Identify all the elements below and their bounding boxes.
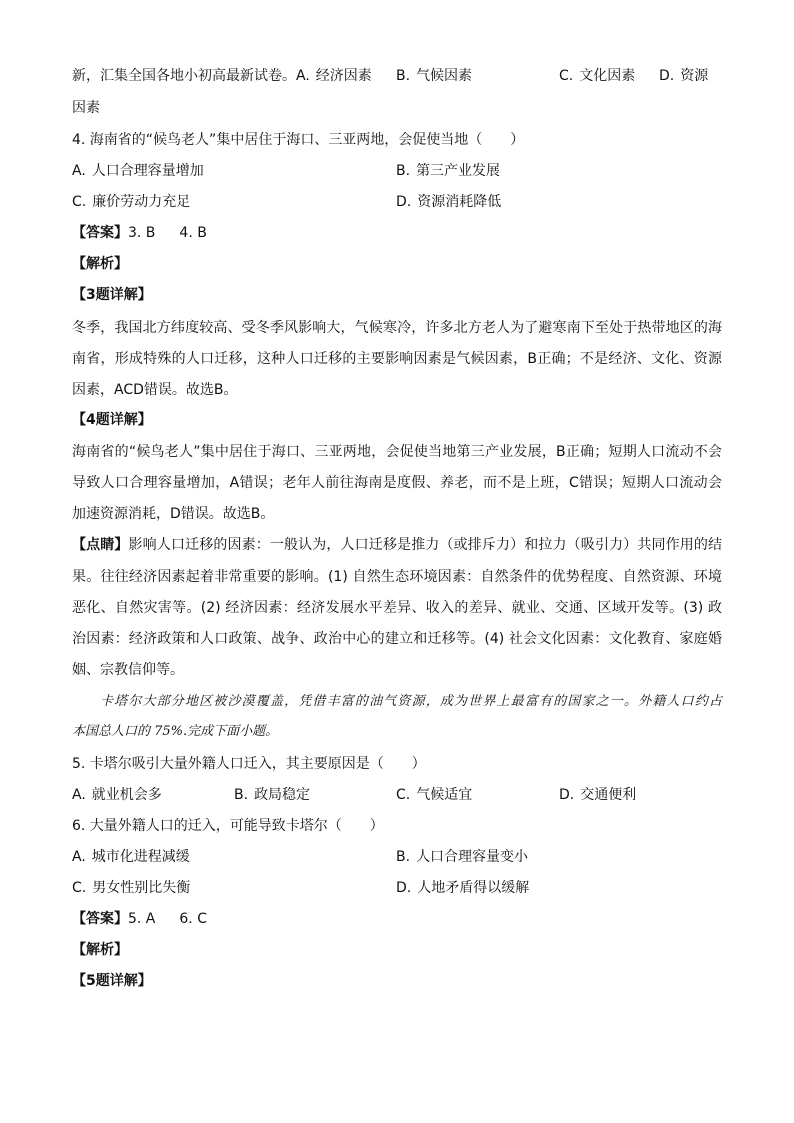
passage-line: 本国总人口的 75%.完成下面小题。 <box>72 724 279 739</box>
detail-4-line: 海南省的“候鸟老人”集中居住于海口、三亚两地，会促使当地第三产业发展，B正确；短期人口流动不会 <box>72 444 722 460</box>
analysis-heading-2: 【解析】 <box>72 942 128 958</box>
q4-option-d: D. 资源消耗降低 <box>396 194 502 210</box>
tip-tag: 【点睛】 <box>72 537 129 553</box>
detail-4-heading: 【4题详解】 <box>72 412 152 428</box>
answer-tag: 【答案】 <box>72 225 128 241</box>
detail-3-heading: 【3题详解】 <box>72 287 152 303</box>
answer-5: 5. A <box>128 911 156 927</box>
q6-option-c: C. 男女性别比失衡 <box>72 880 191 896</box>
answer-line-1 <box>72 223 722 243</box>
prev-option-c: C. 文化因素 <box>559 68 636 84</box>
q6-option-d: D. 人地矛盾得以缓解 <box>396 880 530 896</box>
tip-line: 果。往往经济因素起着非常重要的影响。(1) 自然生态环境因素：自然条件的优势程度、自然资源、环境 <box>72 569 722 585</box>
tip-line: 治因素：经济政策和人口政策、战争、政治中心的建立和迁移等。(4) 社会文化因素：文化教育、家庭婚 <box>72 631 722 647</box>
analysis-heading-1: 【解析】 <box>72 256 128 272</box>
q6-option-b: B. 人口合理容量变小 <box>396 849 529 865</box>
q5-option-d: D. 交通便利 <box>559 787 637 803</box>
q4-option-b: B. 第三产业发展 <box>396 163 501 179</box>
passage-line: 卡塔尔大部分地区被沙漠覆盖，凭借丰富的油气资源，成为世界上最富有的国家之一。外籍人口约占 <box>100 694 722 709</box>
q6-stem: 6. 大量外籍人口的迁入，可能导致卡塔尔（ ） <box>72 818 384 834</box>
detail-4-line: 加速资源消耗，D错误。故选B。 <box>72 506 275 522</box>
detail-3-line: 冬季，我国北方纬度较高、受冬季风影响大，气候寒冷，许多北方老人为了避寒南下至处于热带地区的海 <box>72 320 722 336</box>
tip-line: 姻、宗教信仰等。 <box>72 662 184 678</box>
prev-question-line <box>72 66 722 86</box>
answer-6: 6. C <box>179 911 207 927</box>
prev-question-text: 新，汇集全国各地小初高最新试卷。 <box>72 68 296 84</box>
q5-option-a: A. 就业机会多 <box>72 787 162 803</box>
q4-option-c: C. 廉价劳动力充足 <box>72 194 191 210</box>
answer-4: 4. B <box>179 225 207 241</box>
q4-stem: 4. 海南省的“候鸟老人”集中居住于海口、三亚两地，会促使当地（ ） <box>72 132 525 148</box>
q6-option-a: A. 城市化进程减缓 <box>72 849 190 865</box>
prev-option-b: B. 气候因素 <box>396 68 473 84</box>
prev-option-a: A. 经济因素 <box>296 68 372 84</box>
q5-option-c: C. 气候适宜 <box>396 787 473 803</box>
tip-line: 恶化、自然灾害等。(2) 经济因素：经济发展水平差异、收入的差异、就业、交通、区域开发等。(3) 政 <box>72 600 722 616</box>
q5-option-b: B. 政局稳定 <box>234 787 311 803</box>
answer-tag: 【答案】 <box>72 911 128 927</box>
detail-3-line: 因素，ACD错误。故选B。 <box>72 382 238 398</box>
answer-line-2 <box>72 909 722 929</box>
detail-3-line: 南省，形成特殊的人口迁移，这种人口迁移的主要影响因素是气候因素，B正确；不是经济、文化、资源 <box>72 351 722 367</box>
tip-text: 影响人口迁移的因素：一般认为，人口迁移是推力（或排斥力）和拉力（吸引力）共同作用的结 <box>128 537 723 553</box>
prev-option-d: D. 资源 <box>659 68 709 84</box>
detail-4-line: 导致人口合理容量增加，A错误；老年人前往海南是度假、养老，而不是上班，C错误；短期人口流动会 <box>72 475 722 491</box>
q4-option-a: A. 人口合理容量增加 <box>72 163 204 179</box>
prev-question-wrap: 因素 <box>72 100 100 116</box>
q5-stem: 5. 卡塔尔吸引大量外籍人口迁入，其主要原因是（ ） <box>72 756 426 772</box>
answer-3: 3. B <box>128 225 156 241</box>
tip-line-1 <box>72 535 722 555</box>
detail-5-heading: 【5题详解】 <box>72 973 152 989</box>
